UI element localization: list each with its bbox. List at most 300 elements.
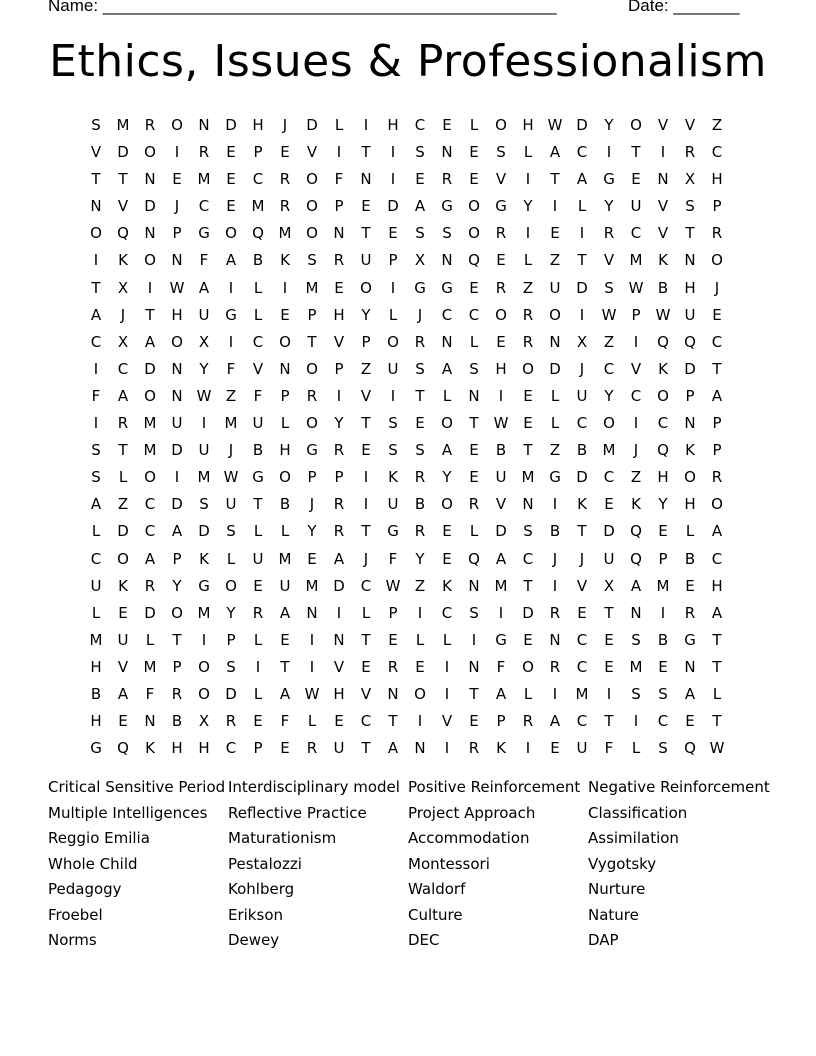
grid-letter: A — [225, 251, 237, 270]
grid-letter: A — [549, 143, 561, 162]
grid-letter: Z — [549, 441, 561, 460]
grid-letter: T — [712, 359, 722, 378]
grid-letter: I — [174, 143, 180, 162]
grid-letter: C — [630, 386, 642, 405]
grid-letter: Q — [468, 251, 480, 270]
grid-letter: P — [307, 468, 317, 487]
grid-letter: T — [145, 305, 155, 324]
grid-letter: N — [549, 332, 561, 351]
grid-row — [83, 275, 733, 302]
grid-letter: O — [144, 143, 156, 162]
word-bank-row — [48, 855, 788, 881]
grid-letter: O — [171, 603, 183, 622]
grid-letter: M — [197, 468, 211, 487]
grid-row — [83, 329, 733, 356]
grid-letter: E — [658, 522, 668, 541]
grid-letter: Y — [604, 116, 614, 134]
grid-letter: J — [282, 116, 288, 134]
grid-letter: R — [468, 495, 480, 514]
grid-letter: I — [525, 739, 531, 758]
grid-letter: N — [387, 684, 399, 703]
grid-letter: H — [171, 739, 183, 758]
grid-letter: I — [309, 630, 315, 649]
grid-letter: C — [90, 332, 102, 351]
grid-letter: I — [552, 495, 558, 514]
word-bank-item: Froebel — [48, 905, 103, 924]
grid-letter: R — [144, 116, 156, 134]
grid-letter: J — [417, 305, 423, 324]
grid-letter: U — [576, 386, 588, 405]
grid-row — [83, 220, 733, 247]
grid-letter: I — [444, 657, 450, 676]
grid-letter: Z — [603, 332, 615, 351]
grid-letter: B — [657, 278, 669, 297]
grid-letter: O — [144, 386, 156, 405]
grid-letter: P — [712, 197, 722, 216]
grid-letter: A — [630, 576, 642, 595]
grid-letter: T — [361, 630, 371, 649]
grid-letter: P — [307, 305, 317, 324]
grid-letter: M — [494, 576, 508, 595]
grid-letter: P — [334, 468, 344, 487]
grid-letter: T — [361, 414, 371, 433]
grid-letter: H — [252, 116, 264, 134]
grid-letter: T — [415, 386, 425, 405]
grid-letter: I — [309, 657, 315, 676]
grid-letter: M — [251, 197, 265, 216]
grid-letter: O — [603, 414, 615, 433]
grid-letter: E — [469, 468, 479, 487]
grid-letter: I — [525, 170, 531, 189]
grid-letter: Q — [657, 441, 669, 460]
grid-letter: J — [579, 549, 585, 568]
grid-letter: T — [604, 712, 614, 731]
grid-letter: I — [174, 468, 180, 487]
grid-letter: O — [441, 495, 453, 514]
grid-letter: I — [606, 143, 612, 162]
grid-letter: S — [604, 278, 614, 297]
grid-letter: K — [577, 495, 587, 514]
grid-letter: K — [496, 739, 506, 758]
grid-letter: S — [388, 414, 398, 433]
grid-letter: U — [495, 468, 507, 487]
grid-letter: O — [144, 251, 156, 270]
grid-letter: N — [468, 657, 480, 676]
grid-letter: O — [171, 116, 183, 134]
grid-letter: D — [387, 197, 399, 216]
grid-letter: I — [363, 495, 369, 514]
grid-letter: O — [630, 116, 642, 134]
grid-letter: B — [576, 441, 588, 460]
grid-row — [83, 410, 733, 437]
grid-letter: E — [442, 549, 452, 568]
grid-letter: A — [333, 549, 345, 568]
grid-letter: W — [601, 305, 617, 324]
grid-letter: I — [579, 305, 585, 324]
grid-letter: O — [522, 359, 534, 378]
grid-letter: I — [201, 414, 207, 433]
grid-letter: R — [171, 684, 183, 703]
grid-letter: K — [199, 549, 209, 568]
grid-letter: X — [198, 712, 210, 731]
grid-letter: I — [444, 739, 450, 758]
grid-letter: N — [279, 359, 291, 378]
name-field-label: Name: ________________________________________________ — [48, 0, 557, 15]
grid-letter: R — [333, 441, 345, 460]
grid-letter: N — [144, 224, 156, 243]
grid-row — [83, 600, 733, 627]
grid-letter: Z — [117, 495, 129, 514]
grid-letter: A — [576, 170, 588, 189]
grid-letter: Y — [415, 549, 425, 568]
grid-letter: W — [493, 414, 509, 433]
grid-letter: S — [658, 684, 668, 703]
grid-letter: E — [442, 116, 452, 134]
grid-letter: E — [712, 305, 722, 324]
grid-letter: R — [198, 143, 210, 162]
grid-letter: U — [576, 739, 588, 758]
grid-letter: M — [521, 468, 535, 487]
grid-letter: E — [226, 197, 236, 216]
grid-letter: K — [145, 739, 155, 758]
grid-letter: F — [280, 712, 290, 731]
grid-letter: A — [90, 305, 102, 324]
grid-letter: V — [495, 495, 507, 514]
grid-letter: J — [363, 549, 369, 568]
grid-letter: D — [603, 522, 615, 541]
grid-letter: L — [91, 603, 101, 622]
grid-row — [83, 139, 733, 166]
grid-letter: I — [606, 684, 612, 703]
grid-letter: I — [471, 630, 477, 649]
grid-letter: E — [469, 278, 479, 297]
grid-letter: N — [333, 224, 345, 243]
grid-letter: U — [387, 495, 399, 514]
grid-letter: N — [90, 197, 102, 216]
word-bank-item: Whole Child — [48, 854, 138, 873]
grid-letter: C — [441, 305, 453, 324]
grid-letter: G — [414, 278, 426, 297]
grid-letter: X — [117, 278, 129, 297]
grid-letter: E — [604, 657, 614, 676]
grid-letter: S — [307, 251, 317, 270]
grid-letter: V — [117, 197, 129, 216]
grid-row — [83, 708, 733, 735]
grid-letter: I — [363, 468, 369, 487]
grid-letter: V — [333, 332, 345, 351]
grid-letter: U — [225, 495, 237, 514]
grid-letter: N — [441, 251, 453, 270]
grid-letter: E — [118, 603, 128, 622]
word-bank-item: Accommodation — [408, 829, 530, 847]
grid-letter: N — [657, 170, 669, 189]
grid-letter: V — [360, 684, 372, 703]
grid-letter: S — [415, 143, 425, 162]
grid-letter: K — [658, 359, 668, 378]
grid-letter: E — [415, 657, 425, 676]
grid-letter: W — [385, 576, 401, 595]
grid-letter: W — [709, 739, 725, 758]
grid-letter: C — [252, 332, 264, 351]
grid-letter: W — [169, 278, 185, 297]
grid-letter: T — [361, 224, 371, 243]
grid-letter: O — [468, 224, 480, 243]
grid-letter: F — [226, 359, 236, 378]
grid-letter: W — [655, 305, 671, 324]
grid-letter: K — [631, 495, 641, 514]
grid-letter: T — [712, 712, 722, 731]
grid-letter: B — [252, 251, 264, 270]
grid-letter: M — [89, 630, 103, 649]
grid-letter: I — [498, 386, 504, 405]
grid-letter: X — [414, 251, 426, 270]
grid-letter: T — [685, 224, 695, 243]
grid-letter: E — [496, 251, 506, 270]
grid-letter: C — [360, 712, 372, 731]
grid-letter: P — [712, 441, 722, 460]
grid-letter: E — [631, 170, 641, 189]
grid-letter: L — [550, 414, 560, 433]
grid-letter: H — [657, 468, 669, 487]
grid-letter: E — [523, 630, 533, 649]
grid-letter: U — [117, 630, 129, 649]
grid-letter: Q — [684, 332, 696, 351]
grid-letter: G — [495, 630, 507, 649]
grid-letter: G — [90, 739, 102, 758]
grid-letter: E — [523, 386, 533, 405]
grid-letter: J — [714, 278, 720, 297]
grid-letter: C — [711, 332, 723, 351]
grid-letter: Z — [522, 278, 534, 297]
grid-letter: G — [684, 630, 696, 649]
grid-letter: R — [522, 305, 534, 324]
grid-letter: U — [252, 414, 264, 433]
grid-letter: D — [117, 522, 129, 541]
grid-letter: X — [684, 170, 696, 189]
grid-letter: C — [576, 657, 588, 676]
grid-letter: N — [171, 359, 183, 378]
grid-letter: D — [495, 522, 507, 541]
word-bank-item: Assimilation — [588, 829, 679, 847]
grid-letter: M — [278, 549, 292, 568]
grid-letter: D — [225, 116, 237, 134]
grid-letter: P — [712, 414, 722, 433]
grid-letter: K — [685, 441, 695, 460]
grid-letter: W — [196, 386, 212, 405]
grid-letter: O — [387, 332, 399, 351]
grid-letter: Y — [334, 414, 344, 433]
word-bank-row — [48, 778, 788, 804]
grid-letter: P — [280, 386, 290, 405]
grid-letter: S — [469, 359, 479, 378]
grid-letter: L — [469, 332, 479, 351]
grid-letter: C — [657, 414, 669, 433]
grid-letter: A — [144, 332, 156, 351]
grid-letter: Q — [252, 224, 264, 243]
grid-letter: E — [388, 630, 398, 649]
grid-letter: B — [414, 495, 426, 514]
grid-letter: C — [576, 143, 588, 162]
grid-letter: T — [361, 522, 371, 541]
grid-letter: S — [415, 359, 425, 378]
grid-row — [83, 112, 733, 139]
grid-letter: S — [631, 630, 641, 649]
grid-letter: B — [495, 441, 507, 460]
word-bank-item: Nature — [588, 905, 639, 924]
grid-letter: L — [280, 414, 290, 433]
grid-letter: C — [414, 116, 426, 134]
grid-letter: E — [361, 441, 371, 460]
word-bank-item: Maturationism — [228, 829, 337, 847]
grid-letter: L — [523, 684, 533, 703]
grid-letter: I — [93, 414, 99, 433]
grid-letter: D — [144, 359, 156, 378]
date-field-label: Date: _______ — [628, 0, 740, 15]
grid-letter: V — [630, 359, 642, 378]
grid-letter: O — [306, 170, 318, 189]
grid-letter: S — [199, 495, 209, 514]
grid-letter: C — [630, 224, 642, 243]
grid-letter: M — [197, 170, 211, 189]
grid-letter: Y — [442, 468, 452, 487]
grid-letter: K — [388, 468, 398, 487]
grid-letter: D — [198, 522, 210, 541]
grid-letter: L — [631, 739, 641, 758]
word-bank-item: Montessori — [408, 854, 490, 873]
grid-letter: T — [550, 170, 560, 189]
grid-letter: O — [306, 359, 318, 378]
grid-letter: N — [414, 739, 426, 758]
grid-letter: I — [390, 170, 396, 189]
grid-letter: W — [628, 278, 644, 297]
grid-letter: H — [198, 739, 210, 758]
grid-letter: C — [576, 630, 588, 649]
grid-letter: C — [90, 549, 102, 568]
grid-row — [83, 383, 733, 410]
grid-letter: Y — [307, 522, 317, 541]
grid-letter: Q — [468, 549, 480, 568]
grid-letter: A — [684, 684, 696, 703]
grid-letter: N — [468, 386, 480, 405]
grid-letter: T — [118, 441, 128, 460]
grid-letter: L — [253, 630, 263, 649]
grid-letter: L — [469, 116, 479, 134]
grid-letter: I — [336, 143, 342, 162]
grid-letter: L — [334, 116, 344, 134]
grid-letter: P — [172, 549, 182, 568]
grid-letter: L — [118, 468, 128, 487]
grid-letter: H — [90, 712, 102, 731]
word-bank-row — [48, 931, 788, 957]
grid-letter: A — [198, 278, 210, 297]
grid-letter: K — [118, 251, 128, 270]
grid-letter: O — [198, 684, 210, 703]
grid-letter: R — [441, 170, 453, 189]
grid-letter: C — [360, 576, 372, 595]
word-bank-item: Vygotsky — [588, 854, 657, 873]
grid-letter: K — [118, 576, 128, 595]
grid-letter: C — [603, 468, 615, 487]
word-bank-item: Interdisciplinary model — [228, 778, 400, 796]
grid-row — [83, 247, 733, 274]
grid-letter: E — [685, 576, 695, 595]
grid-letter: P — [496, 712, 506, 731]
grid-letter: V — [360, 386, 372, 405]
grid-letter: R — [117, 414, 129, 433]
grid-letter: D — [684, 359, 696, 378]
grid-letter: N — [360, 170, 372, 189]
grid-letter: O — [414, 684, 426, 703]
grid-letter: A — [279, 684, 291, 703]
grid-letter: T — [469, 414, 479, 433]
grid-letter: D — [171, 441, 183, 460]
grid-letter: J — [120, 305, 126, 324]
grid-letter: L — [253, 684, 263, 703]
word-bank-item: Negative Reinforcement — [588, 778, 770, 796]
grid-letter: A — [117, 386, 129, 405]
grid-letter: N — [171, 386, 183, 405]
grid-letter: A — [387, 739, 399, 758]
grid-row — [83, 735, 733, 762]
grid-letter: E — [442, 522, 452, 541]
grid-letter: V — [657, 224, 669, 243]
grid-letter: H — [333, 305, 345, 324]
grid-letter: U — [684, 305, 696, 324]
grid-letter: O — [144, 468, 156, 487]
grid-letter: P — [631, 305, 641, 324]
grid-letter: T — [577, 251, 587, 270]
grid-letter: V — [90, 143, 102, 162]
grid-letter: Y — [604, 197, 614, 216]
grid-row — [83, 681, 733, 708]
grid-letter: C — [468, 305, 480, 324]
grid-letter: Z — [630, 468, 642, 487]
grid-letter: R — [225, 712, 237, 731]
grid-letter: R — [684, 603, 696, 622]
grid-letter: T — [604, 603, 614, 622]
grid-letter: T — [631, 143, 641, 162]
grid-letter: O — [279, 468, 291, 487]
grid-letter: U — [387, 359, 399, 378]
grid-letter: M — [224, 414, 238, 433]
grid-letter: G — [225, 305, 237, 324]
grid-letter: L — [253, 305, 263, 324]
grid-letter: F — [253, 386, 263, 405]
grid-letter: L — [712, 684, 722, 703]
grid-letter: N — [684, 657, 696, 676]
grid-letter: P — [253, 739, 263, 758]
grid-letter: D — [144, 603, 156, 622]
grid-letter: C — [576, 712, 588, 731]
grid-letter: Y — [199, 359, 209, 378]
grid-letter: V — [495, 170, 507, 189]
grid-letter: R — [522, 712, 534, 731]
grid-letter: D — [171, 495, 183, 514]
word-bank-item: Nurture — [588, 880, 646, 898]
grid-letter: P — [685, 386, 695, 405]
grid-letter: R — [495, 278, 507, 297]
grid-letter: O — [360, 278, 372, 297]
grid-letter: N — [549, 630, 561, 649]
grid-letter: A — [711, 603, 723, 622]
grid-letter: S — [631, 684, 641, 703]
word-bank-item: Pestalozzi — [228, 854, 302, 873]
word-bank-item: Culture — [408, 905, 463, 924]
grid-letter: R — [333, 251, 345, 270]
grid-letter: C — [522, 549, 534, 568]
grid-letter: F — [496, 657, 506, 676]
grid-letter: Q — [630, 549, 642, 568]
